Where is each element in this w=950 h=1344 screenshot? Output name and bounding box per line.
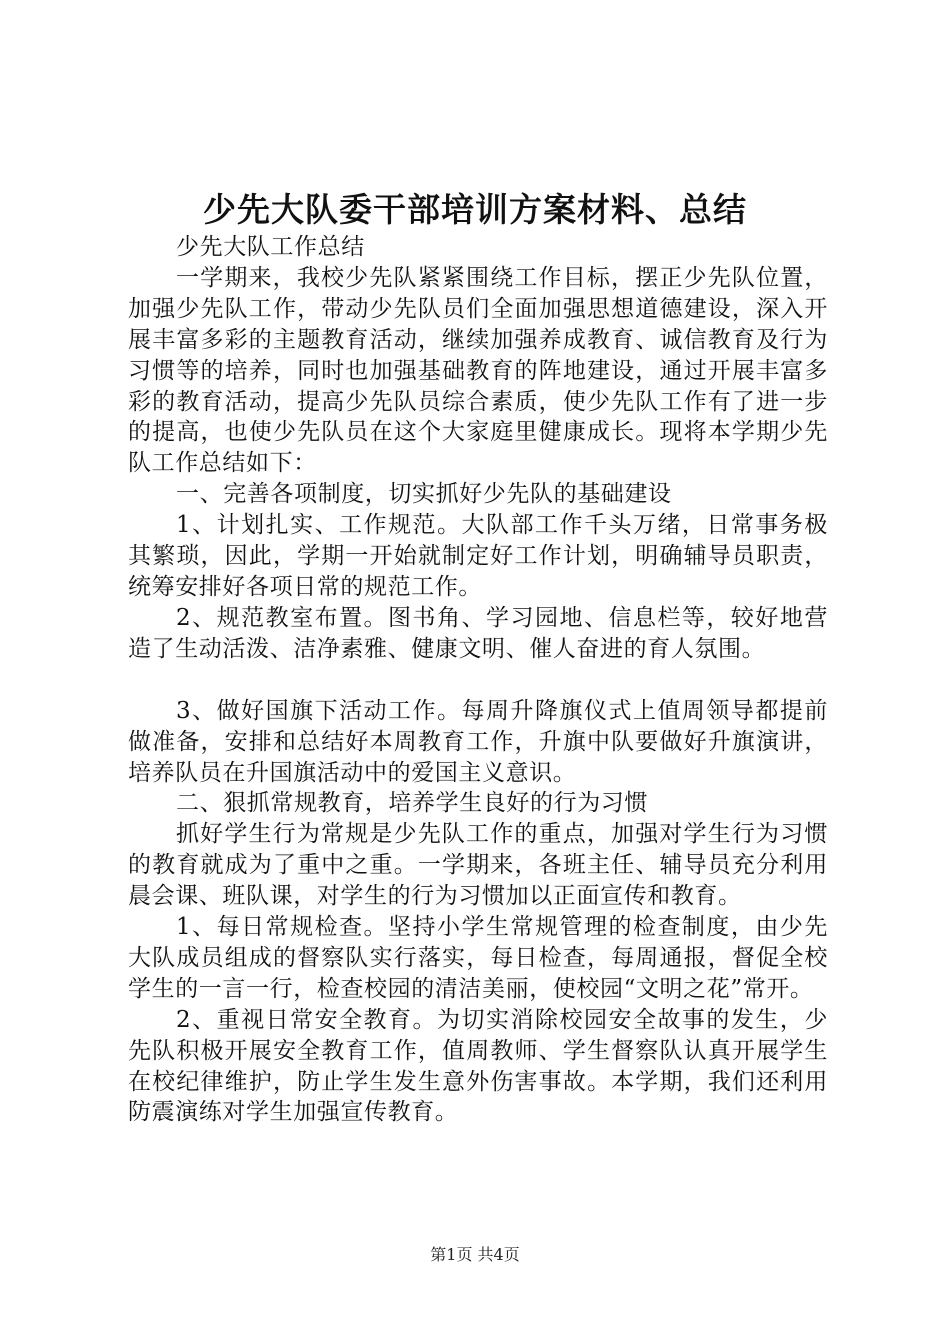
paragraph-item-1-2: 2、规范教室布置。图书角、学习园地、信息栏等，较好地营造了生动活泼、洁净素雅、健康文明、催人奋进的育人氛围。 xyxy=(128,604,828,662)
document-title: 少先大队委干部培训方案材料、总结 xyxy=(203,190,747,229)
paragraph-item-2-1: 1、每日常规检查。坚持小学生常规管理的检查制度，由少先大队成员组成的督察队实行落实，每日检查，每周通报，督促全校学生的一言一行，检查校园的清洁美丽，使校园“文明之花”常开。 xyxy=(128,914,828,1002)
paragraph-heading-2: 二、狠抓常规教育，培养学生良好的行为习惯 xyxy=(176,790,648,817)
page-footer: 第1页 共4页 xyxy=(430,1245,520,1264)
paragraph-heading-1: 一、完善各项制度，切实抓好少先队的基础建设 xyxy=(176,481,672,508)
paragraph-item-1-3: 3、做好国旗下活动工作。每周升降旗仪式上值周领导都提前做准备，安排和总结好本周教育工作，升旗中队要做好升旗演讲，培养队员在升国旗活动中的爱国主义意识。 xyxy=(128,697,828,786)
paragraph-item-1-1: 1、计划扎实、工作规范。大队部工作千头万绪，日常事务极其繁琐，因此，学期一开始就制定好工作计划，明确辅导员职责，统筹安排好各项日常的规范工作。 xyxy=(128,512,828,600)
paragraph-item-2-2: 2、重视日常安全教育。为切实消除校园安全故事的发生，少先队积极开展安全教育工作，值周教师、学生督察队认真开展学生在校纪律维护，防止学生发生意外伤害事故。本学期，我们还利用防震演练对学生加强宣传教育。 xyxy=(128,1006,828,1126)
paragraph-section-heading: 少先大队工作总结 xyxy=(176,234,365,260)
paragraph-intro: 一学期来，我校少先队紧紧围绕工作目标，摆正少先队位置，加强少先队工作，带动少先队员们全面加强思想道德建设，深入开展丰富多彩的主题教育活动，继续加强养成教育、诚信教育及行为习惯等的培养，同时也加强基础教育的阵地建设，通过开展丰富多彩的教育活动，提高少先队员综合素质，使少先队工作有了进一步的提高，也使少先队员在这个大家庭里健康成长。现将本学期少先队工作总结如下： xyxy=(128,264,828,477)
paragraph-body-2: 抓好学生行为常规是少先队工作的重点，加强对学生行为习惯的教育就成为了重中之重。一学期来，各班主任、辅导员充分利用晨会课、班队课，对学生的行为习惯加以正面宣传和教育。 xyxy=(128,821,828,910)
paragraph-gap xyxy=(128,665,828,696)
document-body xyxy=(128,232,828,1128)
